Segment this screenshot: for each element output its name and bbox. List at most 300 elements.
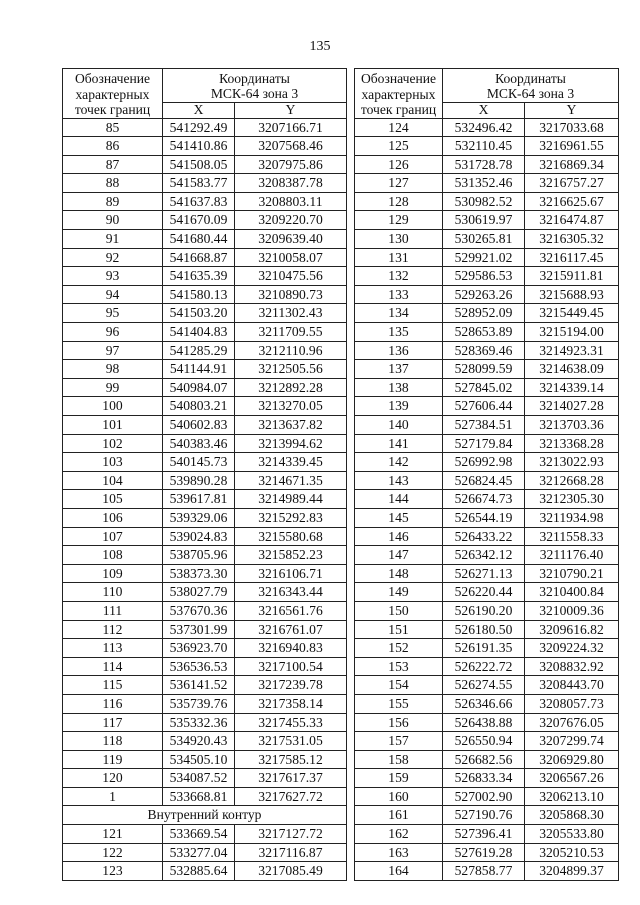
coord-x: 540803.21: [163, 397, 235, 416]
table-row: [63, 639, 347, 658]
coord-y: 3214923.31: [525, 341, 619, 360]
coord-y: 3214339.45: [235, 453, 347, 472]
point-number: 146: [355, 527, 443, 546]
coord-x: 529263.26: [443, 285, 525, 304]
table-row: [63, 620, 347, 639]
coord-x: 541680.44: [163, 230, 235, 249]
point-number: 163: [355, 843, 443, 862]
coord-x: 541410.86: [163, 137, 235, 156]
coord-y: 3209616.82: [525, 620, 619, 639]
table-row: [63, 471, 347, 490]
point-number: 155: [355, 694, 443, 713]
point-number: 85: [63, 118, 163, 137]
coord-y: 3215911.81: [525, 267, 619, 286]
table-row: [355, 230, 619, 249]
coord-y: 3207299.74: [525, 732, 619, 751]
point-number: 153: [355, 657, 443, 676]
coord-x: 530982.52: [443, 192, 525, 211]
point-number: 105: [63, 490, 163, 509]
coord-y: 3209639.40: [235, 230, 347, 249]
point-number: 111: [63, 601, 163, 620]
section-row: [63, 806, 347, 825]
table-row: [355, 341, 619, 360]
coord-x: 540383.46: [163, 434, 235, 453]
coord-x: 526674.73: [443, 490, 525, 509]
coord-x: 541670.09: [163, 211, 235, 230]
right-table-body: [355, 118, 619, 880]
table-row: [63, 397, 347, 416]
table-row: [63, 713, 347, 732]
header-coordinates-line-2: МСК-64 зона 3: [486, 86, 575, 102]
table-row: [355, 118, 619, 137]
coord-x: 529921.02: [443, 248, 525, 267]
coord-x: 527845.02: [443, 378, 525, 397]
coord-x: 536536.53: [163, 657, 235, 676]
table-row: [63, 155, 347, 174]
coord-x: 527190.76: [443, 806, 525, 825]
table-row: [63, 787, 347, 806]
coord-y: 3216106.71: [235, 564, 347, 583]
coord-x: 526346.66: [443, 694, 525, 713]
table-row: [63, 267, 347, 286]
coord-x: 526190.20: [443, 601, 525, 620]
coord-x: 539329.06: [163, 508, 235, 527]
coord-x: 541503.20: [163, 304, 235, 323]
coord-y: 3216757.27: [525, 174, 619, 193]
header-designation: [355, 69, 443, 119]
point-number: 89: [63, 192, 163, 211]
point-number: 145: [355, 508, 443, 527]
coord-y: 3210790.21: [525, 564, 619, 583]
coord-y: 3210009.36: [525, 601, 619, 620]
point-number: 95: [63, 304, 163, 323]
coord-x: 526220.44: [443, 583, 525, 602]
coord-y: 3208387.78: [235, 174, 347, 193]
coord-y: 3205210.53: [525, 843, 619, 862]
coord-y: 3206213.10: [525, 787, 619, 806]
point-number: 150: [355, 601, 443, 620]
coord-x: 526682.56: [443, 750, 525, 769]
coord-y: 3205533.80: [525, 825, 619, 844]
table-row: [355, 285, 619, 304]
coord-y: 3209224.32: [525, 639, 619, 658]
coord-x: 526191.35: [443, 639, 525, 658]
coord-y: 3213022.93: [525, 453, 619, 472]
coord-x: 526342.12: [443, 546, 525, 565]
coord-x: 541580.13: [163, 285, 235, 304]
coord-y: 3214339.14: [525, 378, 619, 397]
point-number: 118: [63, 732, 163, 751]
point-number: 158: [355, 750, 443, 769]
coord-x: 527858.77: [443, 862, 525, 881]
coord-y: 3216343.44: [235, 583, 347, 602]
point-number: 162: [355, 825, 443, 844]
point-number: 110: [63, 583, 163, 602]
point-number: 135: [355, 323, 443, 342]
table-row: [355, 843, 619, 862]
table-row: [63, 192, 347, 211]
point-number: 107: [63, 527, 163, 546]
coord-y: 3217085.49: [235, 862, 347, 881]
table-row: [355, 806, 619, 825]
point-number: 143: [355, 471, 443, 490]
table-row: [355, 676, 619, 695]
coord-x: 532885.64: [163, 862, 235, 881]
coord-y: 3216761.07: [235, 620, 347, 639]
coord-x: 526833.34: [443, 769, 525, 788]
point-number: 106: [63, 508, 163, 527]
coord-y: 3213637.82: [235, 416, 347, 435]
point-number: 88: [63, 174, 163, 193]
point-number: 132: [355, 267, 443, 286]
table-row: [63, 657, 347, 676]
header-designation-line-3: точек границ: [74, 102, 151, 117]
table-row: [63, 434, 347, 453]
table-row: [63, 137, 347, 156]
table-row: [355, 750, 619, 769]
coord-y: 3204899.37: [525, 862, 619, 881]
coord-y: 3217617.37: [235, 769, 347, 788]
coord-x: 538027.79: [163, 583, 235, 602]
table-row: [355, 155, 619, 174]
header-coordinates: [163, 69, 347, 103]
coord-y: 3216474.87: [525, 211, 619, 230]
coord-y: 3217455.33: [235, 713, 347, 732]
coord-y: 3216940.83: [235, 639, 347, 658]
table-row: [355, 564, 619, 583]
coord-y: 3217033.68: [525, 118, 619, 137]
coord-y: 3212892.28: [235, 378, 347, 397]
point-number: 119: [63, 750, 163, 769]
coord-y: 3216117.45: [525, 248, 619, 267]
header-coordinates-line-1: Координаты: [219, 70, 290, 86]
point-number: 142: [355, 453, 443, 472]
inner-contour-section: [63, 806, 347, 825]
coord-y: 3214989.44: [235, 490, 347, 509]
coord-x: 528952.09: [443, 304, 525, 323]
coord-y: 3211558.33: [525, 527, 619, 546]
coord-x: 531728.78: [443, 155, 525, 174]
coord-x: 532496.42: [443, 118, 525, 137]
coord-y: 3205868.30: [525, 806, 619, 825]
table-row: [63, 416, 347, 435]
point-number: 138: [355, 378, 443, 397]
coord-y: 3217116.87: [235, 843, 347, 862]
table-row: [63, 862, 347, 881]
table-row: [355, 211, 619, 230]
coord-x: 541285.29: [163, 341, 235, 360]
point-number: 117: [63, 713, 163, 732]
coord-x: 528099.59: [443, 360, 525, 379]
point-number: 114: [63, 657, 163, 676]
coord-y: 3216961.55: [525, 137, 619, 156]
coord-x: 540145.73: [163, 453, 235, 472]
coord-y: 3217100.54: [235, 657, 347, 676]
table-row: [355, 360, 619, 379]
coord-y: 3210400.84: [525, 583, 619, 602]
header-coordinates: [443, 69, 619, 103]
table-row: [63, 453, 347, 472]
point-number: 127: [355, 174, 443, 193]
point-number: 157: [355, 732, 443, 751]
table-row: [355, 416, 619, 435]
point-number: 131: [355, 248, 443, 267]
table-row: [355, 601, 619, 620]
coord-y: 3216869.34: [525, 155, 619, 174]
table-row: [63, 323, 347, 342]
coord-x: 534505.10: [163, 750, 235, 769]
point-number: 137: [355, 360, 443, 379]
point-number: 108: [63, 546, 163, 565]
coord-x: 541635.39: [163, 267, 235, 286]
coord-y: 3211709.55: [235, 323, 347, 342]
point-number: 92: [63, 248, 163, 267]
point-number: 156: [355, 713, 443, 732]
table-row: [355, 862, 619, 881]
table-row: [355, 620, 619, 639]
coord-y: 3211934.98: [525, 508, 619, 527]
coord-x: 527606.44: [443, 397, 525, 416]
header-x: X: [163, 103, 235, 118]
coord-y: 3212305.30: [525, 490, 619, 509]
point-number: 149: [355, 583, 443, 602]
coord-x: 541508.05: [163, 155, 235, 174]
coord-y: 3216625.67: [525, 192, 619, 211]
coord-x: 526438.88: [443, 713, 525, 732]
header-x: X: [443, 103, 525, 118]
table-row: [63, 601, 347, 620]
point-number: 1: [63, 787, 163, 806]
coord-y: 3208803.11: [235, 192, 347, 211]
section-label: Внутренний контур: [63, 806, 347, 825]
coord-y: 3207568.46: [235, 137, 347, 156]
coord-x: 526550.94: [443, 732, 525, 751]
point-number: 116: [63, 694, 163, 713]
header-designation-line-1: Обозначение: [74, 71, 151, 86]
coord-y: 3216561.76: [235, 601, 347, 620]
coord-x: 526544.19: [443, 508, 525, 527]
coord-y: 3215852.23: [235, 546, 347, 565]
coordinates-table-left: [62, 68, 347, 881]
coord-y: 3208443.70: [525, 676, 619, 695]
coord-x: 526222.72: [443, 657, 525, 676]
point-number: 164: [355, 862, 443, 881]
point-number: 94: [63, 285, 163, 304]
table-row: [355, 378, 619, 397]
coord-x: 540984.07: [163, 378, 235, 397]
point-number: 140: [355, 416, 443, 435]
inner-contour-body: [63, 825, 347, 881]
coord-x: 541144.91: [163, 360, 235, 379]
table-row: [63, 285, 347, 304]
table-row: [63, 732, 347, 751]
table-row: [355, 434, 619, 453]
table-row: [355, 787, 619, 806]
table-row: [355, 471, 619, 490]
table-row: [63, 341, 347, 360]
coord-y: 3212505.56: [235, 360, 347, 379]
table-row: [355, 694, 619, 713]
table-row: [63, 843, 347, 862]
coord-x: 538373.30: [163, 564, 235, 583]
point-number: 115: [63, 676, 163, 695]
table-row: [63, 304, 347, 323]
point-number: 100: [63, 397, 163, 416]
point-number: 123: [63, 862, 163, 881]
point-number: 152: [355, 639, 443, 658]
coord-x: 533668.81: [163, 787, 235, 806]
coord-y: 3212668.28: [525, 471, 619, 490]
coord-x: 526992.98: [443, 453, 525, 472]
point-number: 93: [63, 267, 163, 286]
point-number: 133: [355, 285, 443, 304]
coord-y: 3214027.28: [525, 397, 619, 416]
coord-x: 530619.97: [443, 211, 525, 230]
coord-x: 532110.45: [443, 137, 525, 156]
table-row: [63, 750, 347, 769]
coord-y: 3215688.93: [525, 285, 619, 304]
table-row: [355, 769, 619, 788]
coord-y: 3210475.56: [235, 267, 347, 286]
coord-x: 541404.83: [163, 323, 235, 342]
table-row: [63, 360, 347, 379]
header-designation-line-2: характерных: [361, 86, 436, 102]
table-row: [355, 508, 619, 527]
table-row: [355, 248, 619, 267]
table-row: [63, 508, 347, 527]
table-row: [355, 490, 619, 509]
point-number: 129: [355, 211, 443, 230]
table-row: [355, 267, 619, 286]
coord-y: 3217127.72: [235, 825, 347, 844]
coord-x: 527384.51: [443, 416, 525, 435]
coord-x: 534087.52: [163, 769, 235, 788]
table-row: [63, 694, 347, 713]
coord-x: 526433.22: [443, 527, 525, 546]
coord-x: 541292.49: [163, 118, 235, 137]
coord-y: 3214638.09: [525, 360, 619, 379]
point-number: 121: [63, 825, 163, 844]
coord-x: 527619.28: [443, 843, 525, 862]
coord-x: 527002.90: [443, 787, 525, 806]
coord-x: 528369.46: [443, 341, 525, 360]
point-number: 101: [63, 416, 163, 435]
table-row: [355, 825, 619, 844]
point-number: 96: [63, 323, 163, 342]
coord-y: 3207975.86: [235, 155, 347, 174]
table-row: [355, 323, 619, 342]
coord-y: 3206929.80: [525, 750, 619, 769]
point-number: 97: [63, 341, 163, 360]
point-number: 91: [63, 230, 163, 249]
coord-y: 3213703.36: [525, 416, 619, 435]
point-number: 160: [355, 787, 443, 806]
coord-x: 538705.96: [163, 546, 235, 565]
header-coordinates-line-2: МСК-64 зона 3: [210, 86, 299, 102]
header-designation: [63, 69, 163, 119]
table-row: [355, 732, 619, 751]
header-y: Y: [235, 103, 347, 118]
header-coordinates-line-1: Координаты: [495, 70, 566, 86]
coord-x: 540602.83: [163, 416, 235, 435]
table-row: [63, 211, 347, 230]
point-number: 122: [63, 843, 163, 862]
table-row: [355, 583, 619, 602]
table-row: [355, 192, 619, 211]
coord-x: 527396.41: [443, 825, 525, 844]
table-row: [63, 118, 347, 137]
point-number: 102: [63, 434, 163, 453]
point-number: 126: [355, 155, 443, 174]
coord-x: 539024.83: [163, 527, 235, 546]
coord-y: 3215194.00: [525, 323, 619, 342]
coord-y: 3217627.72: [235, 787, 347, 806]
point-number: 90: [63, 211, 163, 230]
coord-x: 526180.50: [443, 620, 525, 639]
table-row: [355, 546, 619, 565]
point-number: 139: [355, 397, 443, 416]
coord-y: 3209220.70: [235, 211, 347, 230]
coord-x: 537301.99: [163, 620, 235, 639]
table-row: [355, 304, 619, 323]
header-y: Y: [525, 103, 619, 118]
table-row: [63, 769, 347, 788]
coord-y: 3211176.40: [525, 546, 619, 565]
coord-y: 3215292.83: [235, 508, 347, 527]
point-number: 87: [63, 155, 163, 174]
table-row: [63, 230, 347, 249]
coord-y: 3216305.32: [525, 230, 619, 249]
header-designation-line-1: Обозначение: [360, 71, 437, 86]
coord-x: 527179.84: [443, 434, 525, 453]
coord-y: 3217531.05: [235, 732, 347, 751]
point-number: 161: [355, 806, 443, 825]
table-row: [355, 639, 619, 658]
table-row: [63, 825, 347, 844]
coord-x: 533277.04: [163, 843, 235, 862]
coord-x: 534920.43: [163, 732, 235, 751]
point-number: 99: [63, 378, 163, 397]
table-row: [355, 137, 619, 156]
coord-x: 537670.36: [163, 601, 235, 620]
point-number: 141: [355, 434, 443, 453]
coord-y: 3210890.73: [235, 285, 347, 304]
coord-x: 539617.81: [163, 490, 235, 509]
coord-y: 3207166.71: [235, 118, 347, 137]
coord-x: 536923.70: [163, 639, 235, 658]
coord-x: 528653.89: [443, 323, 525, 342]
point-number: 144: [355, 490, 443, 509]
coord-x: 535739.76: [163, 694, 235, 713]
table-row: [63, 378, 347, 397]
point-number: 151: [355, 620, 443, 639]
coord-y: 3217239.78: [235, 676, 347, 695]
coord-x: 526824.45: [443, 471, 525, 490]
point-number: 159: [355, 769, 443, 788]
coord-y: 3212110.96: [235, 341, 347, 360]
header-designation-line-3: точек границ: [360, 102, 437, 117]
point-number: 154: [355, 676, 443, 695]
left-table-body: [63, 118, 347, 806]
point-number: 130: [355, 230, 443, 249]
point-number: 113: [63, 639, 163, 658]
table-row: [355, 453, 619, 472]
point-number: 128: [355, 192, 443, 211]
coord-y: 3213368.28: [525, 434, 619, 453]
coord-x: 541583.77: [163, 174, 235, 193]
coord-y: 3208832.92: [525, 657, 619, 676]
coord-x: 529586.53: [443, 267, 525, 286]
